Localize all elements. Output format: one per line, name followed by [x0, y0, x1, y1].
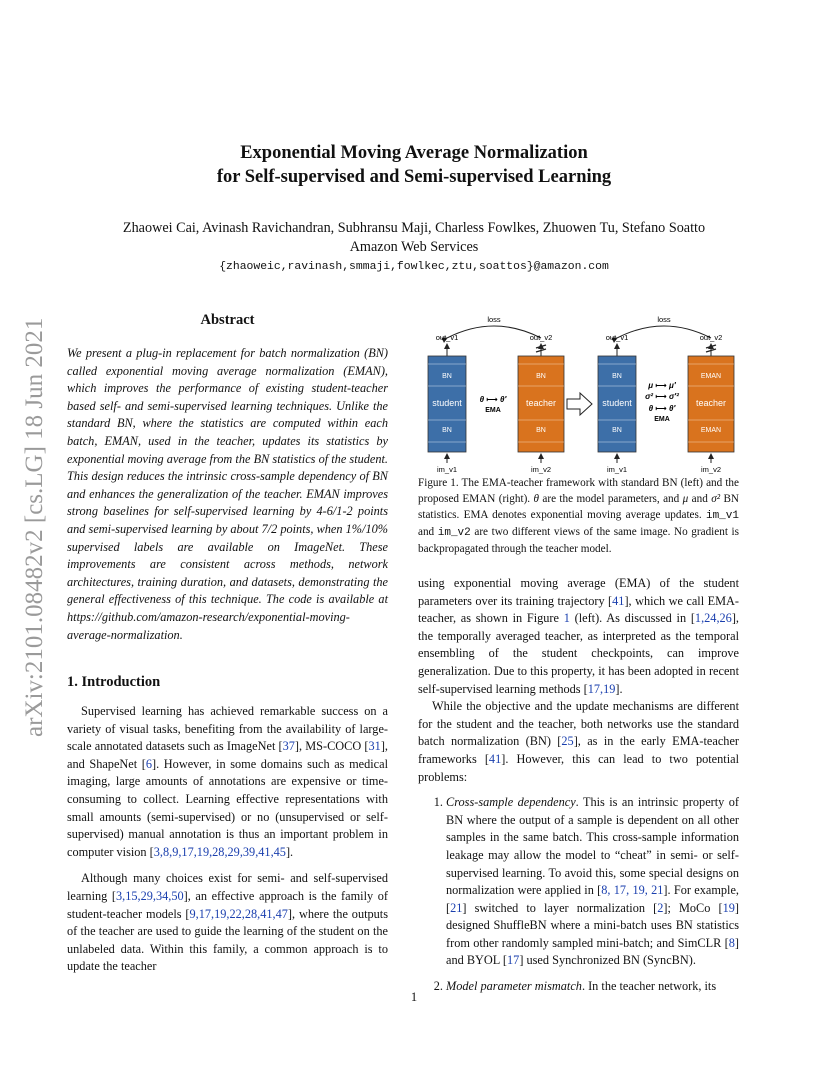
title-line-1: Exponential Moving Average Normalization [240, 143, 588, 163]
right-column [418, 475, 739, 1004]
loss-label-left: loss [487, 315, 501, 324]
bn-label: BN [442, 373, 452, 380]
body-paragraph-1: using exponential moving average (EMA) of the student parameters over its training trajectory [41], which we call EMA-teacher, as shown in Figure 1 (left). As discussed in [1,24,26], the temporally averaged teacher, as interpreted as the temporal ensembling of the student checkpoints, can improve generalization. Due to this property, it has been adopted in recent self-supervised learning methods [17,19]. [418, 576, 739, 696]
introduction-heading: 1. Introduction [67, 674, 161, 691]
transition-arrow-icon [567, 393, 592, 415]
loss-arc-right [617, 326, 711, 338]
paper-title [0, 141, 828, 189]
list-item: 2. Model parameter mismatch. In the teacher network, its [446, 978, 739, 996]
teacher-label-left: teacher [525, 398, 557, 408]
left-column [67, 312, 388, 976]
out-v2-label-left: out_v2 [529, 333, 553, 342]
bn-label: BN [536, 427, 546, 434]
eman-label: EMAN [700, 373, 722, 380]
im-v2-label-left: im_v2 [530, 465, 552, 474]
ema-label-right: EMA [654, 416, 670, 423]
figure-1-caption: Figure 1. The EMA-teacher framework with standard BN (left) and the proposed EMAN (right). θ are the model parameters, and μ and σ² BN statistics. EMA denotes exponential moving average updates. im_v1 and im_v2 are two different views of the same image. No gradient is backpropagated through the teacher model. [418, 477, 740, 555]
citation-link[interactable]: 6 [145, 756, 153, 771]
sigma-update-label: σ² ⟼ σ′² [645, 392, 679, 401]
abstract-heading: Abstract [200, 312, 255, 328]
student-label-left: student [432, 398, 462, 408]
loss-label-right: loss [657, 315, 671, 324]
citation-link[interactable]: 25 [561, 734, 574, 749]
citation-link[interactable]: 41 [612, 593, 625, 608]
figure-1-diagram [420, 312, 740, 477]
affiliation: Amazon Web Services [349, 239, 479, 255]
citation-link[interactable]: 3,8,9,17,19,28,29,39,41,45 [153, 844, 286, 859]
citation-link[interactable]: 8, 17, 19, 21 [601, 883, 664, 898]
citation-link[interactable]: 17 [507, 953, 520, 968]
citation-link[interactable]: 9,17,19,22,28,41,47 [189, 906, 288, 921]
mu-update-label: μ ⟼ μ′ [648, 381, 676, 390]
out-v2-label-right: out_v2 [699, 333, 723, 342]
abstract-text: We present a plug-in replacement for batch normalization (BN) called exponential moving average normalization (EMAN), which improves the performance of existing student-teacher based self- and semi-supervised learning techniques. Unlike the standard BN, where the statistics are computed within each batch, EMAN, used in the teacher, updates its statistics by exponential moving average from the BN statistics of the student. This design reduces the intrinsic cross-sample dependency of BN and enhances the generalization of the teacher. EMAN improves strong baselines for self-supervised learning by 4-6/1-2 points and semi-supervised learning by about 7/2 points, when 1%/10% supervised labels are available on ImageNet. These improvements are consistent across methods, network architectures, training duration, and datasets, demonstrating the general effectiveness of this technique. The code is available at https://github.com/amazon-research/exponential-moving-average-normalization. [67, 346, 388, 642]
bn-label: BN [442, 427, 452, 434]
intro-paragraph-1: Supervised learning has achieved remarkable success on a variety of visual tasks, benefiting from the availability of large-scale annotated datasets such as ImageNet [37], MS-COCO [31], and ShapeNet [6]. However, in some domains such as medical imaging, large amounts of annotations are expensive or time-consuming to collect. Learning effective representations with small amounts (semi-supervised) or no (unsupervised or self-supervised) manual annotation is thus an important problem in computer vision [3,8,9,17,19,28,29,39,41,45]. [67, 704, 388, 859]
eman-label: EMAN [700, 427, 722, 434]
body-paragraph-2: While the objective and the update mechanisms are different for the student and the teacher, both networks use the standard batch normalization (BN) [25], as in the early EMA-teacher frameworks [41]. However, this can lead to two potential problems: [418, 699, 739, 784]
ema-label-left: EMA [485, 407, 501, 414]
im-v2-label-right: im_v2 [700, 465, 722, 474]
intro-paragraph-2: Although many choices exist for semi- and self-supervised learning [3,15,29,34,50], an effective approach is the family of student-teacher models [9,17,19,22,28,41,47], where the outputs of the teacher are used to guide the learning of the student on the unlabeled data. Within this family, a common approach is to update the teacher [67, 871, 389, 974]
citation-link[interactable]: 2 [657, 900, 664, 915]
problem-list [418, 794, 739, 996]
citation-link[interactable]: 31 [368, 739, 381, 754]
author-block [40, 219, 788, 257]
out-v1-label-right: out_v1 [605, 333, 629, 342]
arxiv-sidebar [11, 265, 51, 737]
citation-link[interactable]: 19 [722, 900, 735, 915]
title-line-2: for Self-supervised and Semi-supervised Learning [216, 167, 612, 187]
citation-link[interactable]: 41 [488, 751, 502, 766]
out-v1-label-left: out_v1 [435, 333, 459, 342]
citation-link[interactable]: 1,24,26 [694, 611, 732, 626]
citation-link[interactable]: 8 [728, 935, 735, 950]
teacher-label-right: teacher [695, 398, 727, 408]
email-list: {zhaoweic,ravinash,smmaji,fowlkec,ztu,soattos}@amazon.com [219, 261, 609, 273]
citation-link[interactable]: 3,15,29,34,50 [115, 889, 184, 904]
im-v1-label-left: im_v1 [436, 465, 458, 474]
citation-link[interactable]: 21 [450, 900, 463, 915]
bn-label: BN [612, 427, 622, 434]
citation-link[interactable]: 17,19 [587, 681, 616, 696]
im-v1-label-right: im_v1 [606, 465, 628, 474]
theta-update-label: θ ⟼ θ′ [648, 404, 676, 413]
loss-arc-left [447, 326, 541, 338]
bn-label: BN [612, 373, 622, 380]
author-list: Zhaowei Cai, Avinash Ravichandran, Subhransu Maji, Charless Fowlkes, Zhuowen Tu, Stefano Soatto [122, 220, 706, 236]
student-label-right: student [602, 398, 632, 408]
citation-link[interactable]: 37 [282, 739, 295, 754]
theta-update-label: θ ⟼ θ′ [479, 395, 507, 404]
page-number: 1 [410, 990, 418, 1004]
figure-link[interactable]: 1 [563, 611, 570, 626]
arxiv-id: arXiv:2101.08482v2 [cs.LG] 18 Jun 2021 [21, 317, 48, 737]
list-item: 1. Cross-sample dependency. This is an intrinsic property of BN where the output of a sample is dependent on all other samples in the same batch. This cross-sample information leakage may allow the model to “cheat” in semi- or self-supervised learning. To avoid this, some special designs on normalization were applied in [8, 17, 19, 21]. For example, [21] switched to layer normalization [2]; MoCo [19] designed ShuffleBN where a mini-batch uses BN statistics from other randomly sampled mini-batch; and SimCLR [8] and BYOL [17] used Synchronized BN (SyncBN). [446, 794, 739, 970]
bn-label: BN [536, 373, 546, 380]
